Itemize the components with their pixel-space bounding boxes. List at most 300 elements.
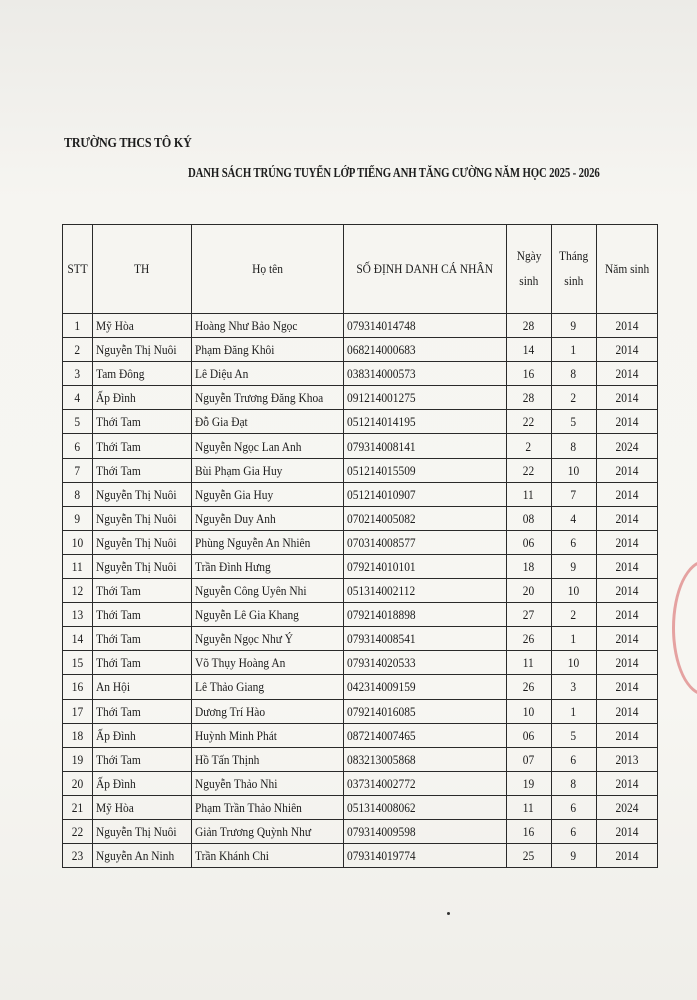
table-row bbox=[63, 314, 658, 338]
cell-month bbox=[551, 699, 596, 723]
cell-year-text: 2014 bbox=[615, 824, 639, 840]
cell-th-text: Thới Tam bbox=[96, 583, 141, 599]
cell-stt-text: 12 bbox=[71, 583, 84, 599]
cell-year bbox=[596, 410, 657, 434]
col-month bbox=[551, 225, 596, 314]
col-month-label-1: Tháng bbox=[559, 248, 589, 264]
cell-day-text: 27 bbox=[522, 607, 535, 623]
cell-day-text: 2 bbox=[525, 438, 532, 454]
cell-month bbox=[551, 844, 596, 868]
cell-year-text: 2014 bbox=[615, 318, 639, 334]
cell-month bbox=[551, 723, 596, 747]
table-row bbox=[63, 675, 658, 699]
cell-th bbox=[93, 627, 191, 651]
col-stt-label: STT bbox=[67, 260, 88, 276]
cell-day-text: 18 bbox=[522, 558, 535, 574]
cell-stt-text: 13 bbox=[71, 607, 84, 623]
cell-id bbox=[344, 819, 506, 843]
cell-id-text: 051314008062 bbox=[347, 799, 416, 815]
col-day bbox=[506, 225, 551, 314]
cell-th-text: Thới Tam bbox=[96, 631, 141, 647]
cell-th-text: Nguyễn Thị Nuôi bbox=[96, 510, 177, 526]
cell-id-text: 051214014195 bbox=[347, 414, 416, 430]
cell-stt-text: 6 bbox=[74, 438, 81, 454]
cell-month-text: 1 bbox=[570, 703, 577, 719]
cell-month bbox=[551, 747, 596, 771]
cell-day-text: 10 bbox=[522, 703, 535, 719]
cell-id bbox=[344, 771, 506, 795]
cell-day bbox=[506, 386, 551, 410]
cell-year-text: 2014 bbox=[615, 655, 639, 671]
table-row bbox=[63, 747, 658, 771]
table-row bbox=[63, 554, 658, 578]
cell-th bbox=[93, 795, 191, 819]
cell-month-text: 10 bbox=[567, 462, 580, 478]
cell-stt bbox=[63, 844, 93, 868]
cell-th-text: Thới Tam bbox=[96, 414, 141, 430]
cell-stt-text: 4 bbox=[74, 390, 81, 406]
cell-th bbox=[93, 362, 191, 386]
cell-name-text: Bùi Phạm Gia Huy bbox=[194, 462, 283, 478]
cell-year bbox=[596, 434, 657, 458]
cell-month bbox=[551, 675, 596, 699]
table-row bbox=[63, 771, 658, 795]
cell-name-text: Dương Trí Hào bbox=[194, 703, 265, 719]
table-row bbox=[63, 844, 658, 868]
cell-id-text: 079314014748 bbox=[347, 318, 416, 334]
table-row bbox=[63, 362, 658, 386]
cell-year bbox=[596, 675, 657, 699]
cell-th bbox=[93, 386, 191, 410]
cell-day bbox=[506, 675, 551, 699]
cell-stt bbox=[63, 434, 93, 458]
cell-day bbox=[506, 819, 551, 843]
cell-day-text: 16 bbox=[522, 366, 535, 382]
cell-month bbox=[551, 579, 596, 603]
cell-year bbox=[596, 627, 657, 651]
cell-th-text: Nguyễn Thị Nuôi bbox=[96, 534, 177, 550]
cell-name bbox=[191, 386, 344, 410]
cell-year bbox=[596, 723, 657, 747]
cell-year-text: 2014 bbox=[615, 390, 639, 406]
cell-th-text: Mỹ Hòa bbox=[96, 318, 134, 334]
cell-stt bbox=[63, 386, 93, 410]
cell-year bbox=[596, 603, 657, 627]
cell-th-text: Thới Tam bbox=[96, 607, 141, 623]
cell-id-text: 079314009598 bbox=[347, 824, 416, 840]
col-name-label: Họ tên bbox=[252, 260, 283, 276]
col-year bbox=[596, 225, 657, 314]
table-row bbox=[63, 795, 658, 819]
cell-id-text: 091214001275 bbox=[347, 390, 416, 406]
cell-month-text: 8 bbox=[570, 438, 577, 454]
cell-id-text: 083213005868 bbox=[347, 751, 416, 767]
cell-name bbox=[191, 627, 344, 651]
cell-name-text: Nguyễn Thảo Nhi bbox=[194, 775, 278, 791]
cell-th bbox=[93, 579, 191, 603]
cell-th-text: Thới Tam bbox=[96, 462, 141, 478]
cell-stt bbox=[63, 723, 93, 747]
cell-stt-text: 23 bbox=[71, 848, 84, 864]
cell-name bbox=[191, 530, 344, 554]
table-row bbox=[63, 530, 658, 554]
cell-year bbox=[596, 530, 657, 554]
cell-stt-text: 22 bbox=[71, 824, 84, 840]
cell-id-text: 079214018898 bbox=[347, 607, 416, 623]
cell-day bbox=[506, 844, 551, 868]
cell-name-text: Phạm Đăng Khôi bbox=[194, 342, 275, 358]
cell-id bbox=[344, 410, 506, 434]
table-row bbox=[63, 723, 658, 747]
cell-id bbox=[344, 699, 506, 723]
cell-th bbox=[93, 771, 191, 795]
cell-th bbox=[93, 819, 191, 843]
cell-id-text: 070314008577 bbox=[347, 534, 416, 550]
cell-th bbox=[93, 434, 191, 458]
cell-stt-text: 15 bbox=[71, 655, 84, 671]
cell-month bbox=[551, 771, 596, 795]
cell-id-text: 051214015509 bbox=[347, 462, 416, 478]
cell-name bbox=[191, 338, 344, 362]
cell-name-text: Huỳnh Minh Phát bbox=[194, 727, 277, 743]
student-table bbox=[62, 224, 658, 868]
cell-name-text: Lê Diệu An bbox=[194, 366, 248, 382]
cell-day-text: 19 bbox=[522, 775, 535, 791]
cell-id-text: 051214010907 bbox=[347, 486, 416, 502]
cell-th-text: Nguyễn An Ninh bbox=[96, 848, 175, 864]
cell-month-text: 2 bbox=[570, 390, 577, 406]
cell-day bbox=[506, 362, 551, 386]
cell-name-text: Nguyễn Duy Anh bbox=[194, 510, 276, 526]
cell-stt bbox=[63, 603, 93, 627]
cell-year bbox=[596, 554, 657, 578]
cell-name-text: Phạm Trần Thảo Nhiên bbox=[194, 799, 302, 815]
cell-id bbox=[344, 554, 506, 578]
ink-dot bbox=[447, 912, 450, 915]
cell-year bbox=[596, 482, 657, 506]
cell-name-text: Nguyễn Gia Huy bbox=[194, 486, 273, 502]
cell-stt bbox=[63, 362, 93, 386]
cell-month-text: 2 bbox=[570, 607, 577, 623]
cell-stt bbox=[63, 506, 93, 530]
cell-stt bbox=[63, 675, 93, 699]
cell-month bbox=[551, 362, 596, 386]
cell-id bbox=[344, 434, 506, 458]
cell-month bbox=[551, 795, 596, 819]
cell-th bbox=[93, 699, 191, 723]
table-row bbox=[63, 579, 658, 603]
cell-name-text: Nguyễn Ngọc Lan Anh bbox=[194, 438, 302, 454]
cell-id-text: 087214007465 bbox=[347, 727, 416, 743]
cell-name bbox=[191, 314, 344, 338]
cell-th-text: Nguyễn Thị Nuôi bbox=[96, 486, 177, 502]
cell-id-text: 038314000573 bbox=[347, 366, 416, 382]
cell-id-text: 079314019774 bbox=[347, 848, 416, 864]
cell-stt-text: 5 bbox=[74, 414, 81, 430]
cell-year bbox=[596, 651, 657, 675]
cell-month-text: 6 bbox=[570, 751, 577, 767]
cell-day bbox=[506, 482, 551, 506]
cell-year-text: 2014 bbox=[615, 607, 639, 623]
cell-day-text: 16 bbox=[522, 824, 535, 840]
cell-month-text: 8 bbox=[570, 366, 577, 382]
cell-th-text: Nguyễn Thị Nuôi bbox=[96, 342, 177, 358]
cell-id-text: 079314008541 bbox=[347, 631, 416, 647]
cell-stt bbox=[63, 627, 93, 651]
cell-id bbox=[344, 795, 506, 819]
cell-name-text: Nguyễn Lê Gia Khang bbox=[194, 607, 299, 623]
cell-th bbox=[93, 506, 191, 530]
cell-stt-text: 14 bbox=[71, 631, 84, 647]
cell-month-text: 3 bbox=[570, 679, 577, 695]
cell-stt bbox=[63, 314, 93, 338]
cell-th bbox=[93, 747, 191, 771]
cell-stt bbox=[63, 458, 93, 482]
cell-year-text: 2024 bbox=[615, 438, 639, 454]
cell-year-text: 2014 bbox=[615, 342, 639, 358]
cell-id bbox=[344, 627, 506, 651]
cell-month-text: 9 bbox=[570, 558, 577, 574]
cell-th-text: Thới Tam bbox=[96, 751, 141, 767]
cell-day-text: 11 bbox=[523, 486, 535, 502]
cell-year-text: 2014 bbox=[615, 414, 639, 430]
cell-name bbox=[191, 410, 344, 434]
col-name bbox=[191, 225, 344, 314]
cell-name bbox=[191, 675, 344, 699]
cell-year bbox=[596, 771, 657, 795]
col-month-label-2: sinh bbox=[564, 273, 584, 288]
cell-day bbox=[506, 338, 551, 362]
cell-year bbox=[596, 699, 657, 723]
cell-id bbox=[344, 314, 506, 338]
table-row bbox=[63, 482, 658, 506]
cell-day bbox=[506, 771, 551, 795]
cell-year-text: 2014 bbox=[615, 366, 639, 382]
cell-id bbox=[344, 723, 506, 747]
cell-id bbox=[344, 482, 506, 506]
cell-name bbox=[191, 506, 344, 530]
cell-name bbox=[191, 699, 344, 723]
cell-name bbox=[191, 458, 344, 482]
cell-day bbox=[506, 603, 551, 627]
cell-day bbox=[506, 458, 551, 482]
cell-id bbox=[344, 651, 506, 675]
cell-month-text: 9 bbox=[570, 848, 577, 864]
cell-th bbox=[93, 458, 191, 482]
cell-stt bbox=[63, 699, 93, 723]
cell-month bbox=[551, 506, 596, 530]
cell-stt-text: 1 bbox=[74, 318, 81, 334]
cell-year bbox=[596, 386, 657, 410]
cell-name-text: Võ Thụy Hoàng An bbox=[194, 655, 285, 671]
cell-year bbox=[596, 362, 657, 386]
cell-month-text: 10 bbox=[567, 583, 580, 599]
cell-year bbox=[596, 506, 657, 530]
cell-day bbox=[506, 723, 551, 747]
table-row bbox=[63, 434, 658, 458]
cell-id bbox=[344, 362, 506, 386]
cell-id bbox=[344, 506, 506, 530]
cell-name bbox=[191, 771, 344, 795]
cell-stt bbox=[63, 530, 93, 554]
cell-month bbox=[551, 627, 596, 651]
cell-th-text: Nguyễn Thị Nuôi bbox=[96, 558, 177, 574]
cell-stt-text: 20 bbox=[71, 775, 84, 791]
cell-stt-text: 2 bbox=[74, 342, 81, 358]
cell-th bbox=[93, 530, 191, 554]
cell-th-text: Ấp Đình bbox=[96, 775, 136, 791]
cell-month bbox=[551, 651, 596, 675]
cell-stt bbox=[63, 410, 93, 434]
cell-id bbox=[344, 675, 506, 699]
cell-day-text: 08 bbox=[522, 510, 535, 526]
cell-day-text: 06 bbox=[522, 727, 535, 743]
cell-id bbox=[344, 747, 506, 771]
table-header bbox=[63, 225, 658, 314]
cell-id-text: 070214005082 bbox=[347, 510, 416, 526]
cell-stt bbox=[63, 554, 93, 578]
cell-th-text: Tam Đông bbox=[96, 366, 145, 382]
cell-day-text: 14 bbox=[522, 342, 535, 358]
header-row bbox=[63, 225, 658, 314]
cell-th-text: Thới Tam bbox=[96, 655, 141, 671]
cell-month bbox=[551, 410, 596, 434]
cell-th bbox=[93, 482, 191, 506]
cell-id bbox=[344, 579, 506, 603]
cell-year bbox=[596, 747, 657, 771]
cell-name bbox=[191, 482, 344, 506]
col-th bbox=[93, 225, 191, 314]
cell-name-text: Phùng Nguyễn An Nhiên bbox=[194, 534, 310, 550]
cell-year bbox=[596, 338, 657, 362]
cell-month-text: 8 bbox=[570, 775, 577, 791]
cell-month bbox=[551, 314, 596, 338]
cell-month-text: 10 bbox=[567, 655, 580, 671]
cell-year-text: 2014 bbox=[615, 583, 639, 599]
cell-id bbox=[344, 603, 506, 627]
cell-year-text: 2014 bbox=[615, 534, 639, 550]
cell-id bbox=[344, 844, 506, 868]
cell-stt bbox=[63, 338, 93, 362]
cell-month-text: 5 bbox=[570, 414, 577, 430]
cell-day-text: 06 bbox=[522, 534, 535, 550]
cell-month bbox=[551, 482, 596, 506]
cell-month-text: 9 bbox=[570, 318, 577, 334]
cell-name-text: Giản Trương Quỳnh Như bbox=[194, 824, 311, 840]
col-id-label: SỐ ĐỊNH DANH CÁ NHÂN bbox=[356, 260, 494, 276]
cell-month bbox=[551, 819, 596, 843]
cell-day-text: 28 bbox=[522, 390, 535, 406]
cell-name-text: Hồ Tấn Thịnh bbox=[194, 751, 260, 767]
cell-th bbox=[93, 723, 191, 747]
table-row bbox=[63, 651, 658, 675]
table-row bbox=[63, 338, 658, 362]
cell-stt-text: 3 bbox=[74, 366, 81, 382]
document-title: DANH SÁCH TRÚNG TUYỂN LỚP TIẾNG ANH TĂNG CƯỜNG NĂM HỌC 2025 - 2026 bbox=[188, 165, 600, 180]
cell-day-text: 11 bbox=[523, 799, 535, 815]
cell-name-text: Trần Đình Hưng bbox=[194, 558, 271, 574]
cell-month bbox=[551, 434, 596, 458]
cell-year-text: 2014 bbox=[615, 848, 639, 864]
table-row bbox=[63, 819, 658, 843]
cell-th bbox=[93, 603, 191, 627]
cell-day bbox=[506, 410, 551, 434]
cell-year-text: 2014 bbox=[615, 631, 639, 647]
col-day-label-1: Ngày bbox=[516, 248, 542, 264]
cell-stt-text: 16 bbox=[71, 679, 84, 695]
cell-year bbox=[596, 458, 657, 482]
cell-year-text: 2014 bbox=[615, 510, 639, 526]
cell-day bbox=[506, 579, 551, 603]
cell-month-text: 1 bbox=[570, 342, 577, 358]
cell-day-text: 07 bbox=[522, 751, 535, 767]
cell-name-text: Lê Thảo Giang bbox=[194, 679, 264, 695]
cell-id-text: 079314020533 bbox=[347, 655, 416, 671]
cell-id bbox=[344, 338, 506, 362]
table-row bbox=[63, 410, 658, 434]
cell-day bbox=[506, 795, 551, 819]
cell-id-text: 037314002772 bbox=[347, 775, 416, 791]
cell-year-text: 2013 bbox=[615, 751, 639, 767]
cell-th bbox=[93, 314, 191, 338]
cell-day bbox=[506, 434, 551, 458]
cell-day bbox=[506, 554, 551, 578]
col-stt bbox=[63, 225, 93, 314]
cell-id-text: 051314002112 bbox=[347, 583, 416, 599]
col-day-label-2: sinh bbox=[519, 273, 539, 288]
cell-name bbox=[191, 603, 344, 627]
cell-year-text: 2014 bbox=[615, 486, 639, 502]
cell-day-text: 26 bbox=[522, 631, 535, 647]
cell-th bbox=[93, 338, 191, 362]
cell-year bbox=[596, 579, 657, 603]
cell-name bbox=[191, 434, 344, 458]
cell-day-text: 28 bbox=[522, 318, 535, 334]
cell-name bbox=[191, 819, 344, 843]
cell-day bbox=[506, 651, 551, 675]
table-row bbox=[63, 699, 658, 723]
cell-stt-text: 17 bbox=[71, 703, 84, 719]
cell-id bbox=[344, 386, 506, 410]
cell-year-text: 2014 bbox=[615, 462, 639, 478]
cell-th bbox=[93, 410, 191, 434]
cell-month-text: 6 bbox=[570, 799, 577, 815]
cell-name bbox=[191, 554, 344, 578]
cell-day-text: 22 bbox=[522, 414, 535, 430]
table-row bbox=[63, 458, 658, 482]
cell-stt-text: 9 bbox=[74, 510, 81, 526]
cell-day bbox=[506, 627, 551, 651]
cell-month bbox=[551, 554, 596, 578]
cell-stt-text: 10 bbox=[71, 534, 84, 550]
cell-th bbox=[93, 675, 191, 699]
cell-name bbox=[191, 651, 344, 675]
cell-stt bbox=[63, 819, 93, 843]
cell-year bbox=[596, 819, 657, 843]
cell-stt bbox=[63, 579, 93, 603]
cell-stt bbox=[63, 747, 93, 771]
cell-stt-text: 18 bbox=[71, 727, 84, 743]
cell-month-text: 6 bbox=[570, 824, 577, 840]
cell-stt bbox=[63, 482, 93, 506]
cell-day-text: 20 bbox=[522, 583, 535, 599]
cell-th bbox=[93, 554, 191, 578]
cell-month bbox=[551, 386, 596, 410]
cell-day-text: 22 bbox=[522, 462, 535, 478]
cell-stt-text: 8 bbox=[74, 486, 81, 502]
cell-year bbox=[596, 844, 657, 868]
cell-id bbox=[344, 458, 506, 482]
